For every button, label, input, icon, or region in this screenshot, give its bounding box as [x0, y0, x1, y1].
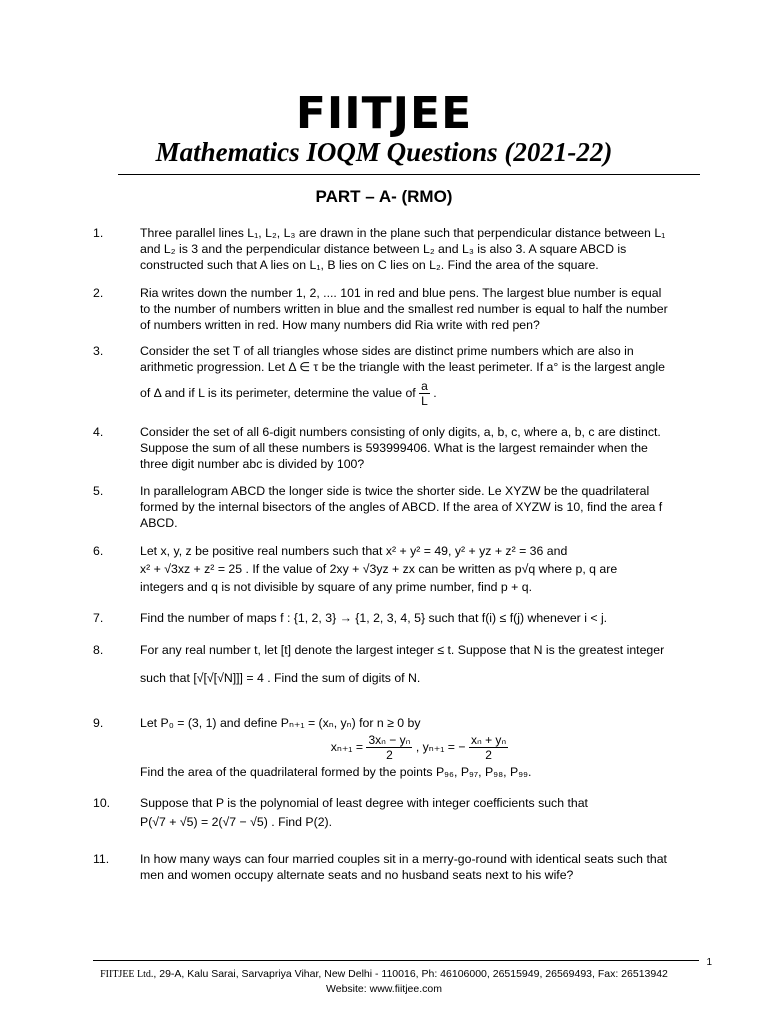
question-text-line	[140, 379, 699, 408]
question-number: 7.	[93, 611, 104, 625]
question-8	[93, 642, 699, 686]
question-text-line: constructed such that A lies on L₁, B lies on C lies on L₂. Find the area of the square.	[140, 258, 599, 272]
fraction	[469, 733, 508, 762]
question-text-line: and L₂ is 3 and the perpendicular distance between L₂ and L₃ is also 3. A square ABCD is	[140, 242, 627, 256]
fraction	[419, 379, 430, 408]
fraction-numerator: 3xₙ − yₙ	[368, 733, 411, 747]
question-11	[93, 851, 699, 883]
question-text-line: formed by the internal bisectors of the angles of ABCD. If the area of XYZW is 10, find the area f	[140, 500, 663, 514]
footer-address-text: , 29-A, Kalu Sarai, Sarvapriya Vihar, New Delhi - 110016, Ph: 46106000, 26515949, 26569493, Fax: 26513942	[153, 968, 668, 980]
recurrence-formula	[140, 733, 699, 762]
question-10	[93, 795, 699, 830]
question-number: 1.	[93, 226, 104, 240]
question-text-line: x² + √3xz + z² = 25 . If the value of 2xy + √3yz + zx can be written as p√q where p, q are	[140, 562, 618, 576]
question-text-line: Ria writes down the number 1, 2, .... 101 in red and blue pens. The largest blue number is equal	[140, 286, 662, 300]
question-5	[93, 483, 699, 531]
question-text-line: Consider the set T of all triangles whose sides are distinct prime numbers which are also in	[140, 344, 634, 358]
question-text-line: men and women occupy alternate seats and no husband seats next to his wife?	[140, 868, 574, 882]
footer-divider	[93, 960, 699, 961]
question-text-line: In parallelogram ABCD the longer side is twice the shorter side. Le XYZW be the quadrilateral	[140, 484, 650, 498]
page-title: Mathematics IOQM Questions (2021-22)	[155, 137, 613, 167]
question-text-line: ABCD.	[140, 516, 178, 530]
question-number: 6.	[93, 544, 104, 558]
question-text-line: For any real number t, let [t] denote the largest integer ≤ t. Suppose that N is the greatest integer	[140, 643, 665, 657]
fiitjee-logo: FIITJEE	[295, 88, 473, 139]
question-number: 4.	[93, 425, 104, 439]
question-number: 10.	[93, 796, 111, 810]
question-text-line: In how many ways can four married couples sit in a merry-go-round with identical seats such that	[140, 852, 667, 866]
question-number: 8.	[93, 643, 104, 657]
fraction	[366, 733, 412, 762]
question-text-line: arithmetic progression. Let Δ ∈ τ be the triangle with the least perimeter. If a° is the largest angle	[140, 360, 665, 374]
question-3	[93, 343, 699, 408]
question-9	[93, 715, 699, 780]
footer-website: Website: www.fiitjee.com	[326, 983, 442, 995]
question-text-line: Suppose the sum of all these numbers is 593999406. What is the largest remainder when the	[140, 441, 648, 455]
fraction-denominator: 2	[485, 748, 492, 762]
page-number: 1	[706, 957, 712, 968]
title-divider	[118, 174, 700, 175]
question-text-line: three digit number abc is divided by 100?	[140, 457, 365, 471]
fraction-numerator: a	[421, 379, 428, 393]
question-text-line: Find the number of maps f : {1, 2, 3} → {1, 2, 3, 4, 5} such that f(i) ≤ f(j) whenever i < j.	[140, 611, 608, 625]
question-number: 11.	[93, 852, 110, 866]
question-text-line: Three parallel lines L₁, L₂, L₃ are drawn in the plane such that perpendicular distance between L₁	[140, 226, 666, 240]
question-1	[93, 225, 699, 273]
question-text: .	[433, 385, 437, 400]
question-4	[93, 424, 699, 472]
question-text-line: of numbers written in red. How many numbers did Ria write with red pen?	[140, 318, 540, 332]
fraction-denominator: L	[421, 394, 428, 408]
formula-text: xₙ₊₁ =	[330, 739, 364, 754]
question-text: of Δ and if L is its perimeter, determine the value of	[140, 385, 416, 400]
section-heading: PART – A- (RMO)	[315, 187, 453, 206]
question-text-line: P(√7 + √5) = 2(√7 − √5) . Find P(2).	[140, 815, 333, 829]
question-6	[93, 543, 699, 595]
question-2	[93, 285, 699, 333]
formula-text: , yₙ₊₁ = −	[415, 739, 466, 754]
question-7	[93, 610, 699, 626]
footer-address	[0, 968, 768, 980]
question-text-line: Let x, y, z be positive real numbers such that x² + y² = 49, y² + yz + z² = 36 and	[140, 544, 568, 558]
question-text-line: Suppose that P is the polynomial of least degree with integer coefficients such that	[140, 796, 588, 810]
question-text-line: such that [√[√[√N]]] = 4 . Find the sum of digits of N.	[140, 671, 421, 685]
footer-brand: FIITJEE Ltd.	[100, 969, 154, 980]
question-text-line: Let P₀ = (3, 1) and define Pₙ₊₁ = (xₙ, yₙ) for n ≥ 0 by	[140, 716, 421, 730]
question-text-line: Consider the set of all 6-digit numbers consisting of only digits, a, b, c, where a, b, c are distinct.	[140, 425, 661, 439]
question-number: 5.	[93, 484, 104, 498]
question-number: 2.	[93, 286, 104, 300]
fraction-denominator: 2	[386, 748, 393, 762]
question-number: 9.	[93, 716, 104, 730]
fraction-numerator: xₙ + yₙ	[470, 733, 507, 747]
question-text-line: Find the area of the quadrilateral formed by the points P₉₆, P₉₇, P₉₈, P₉₉.	[140, 765, 532, 779]
question-text-line: integers and q is not divisible by square of any prime number, find p + q.	[140, 580, 533, 594]
question-text-line: to the number of numbers written in blue and the smallest red number is equal to half the number	[140, 302, 668, 316]
question-number: 3.	[93, 344, 104, 358]
